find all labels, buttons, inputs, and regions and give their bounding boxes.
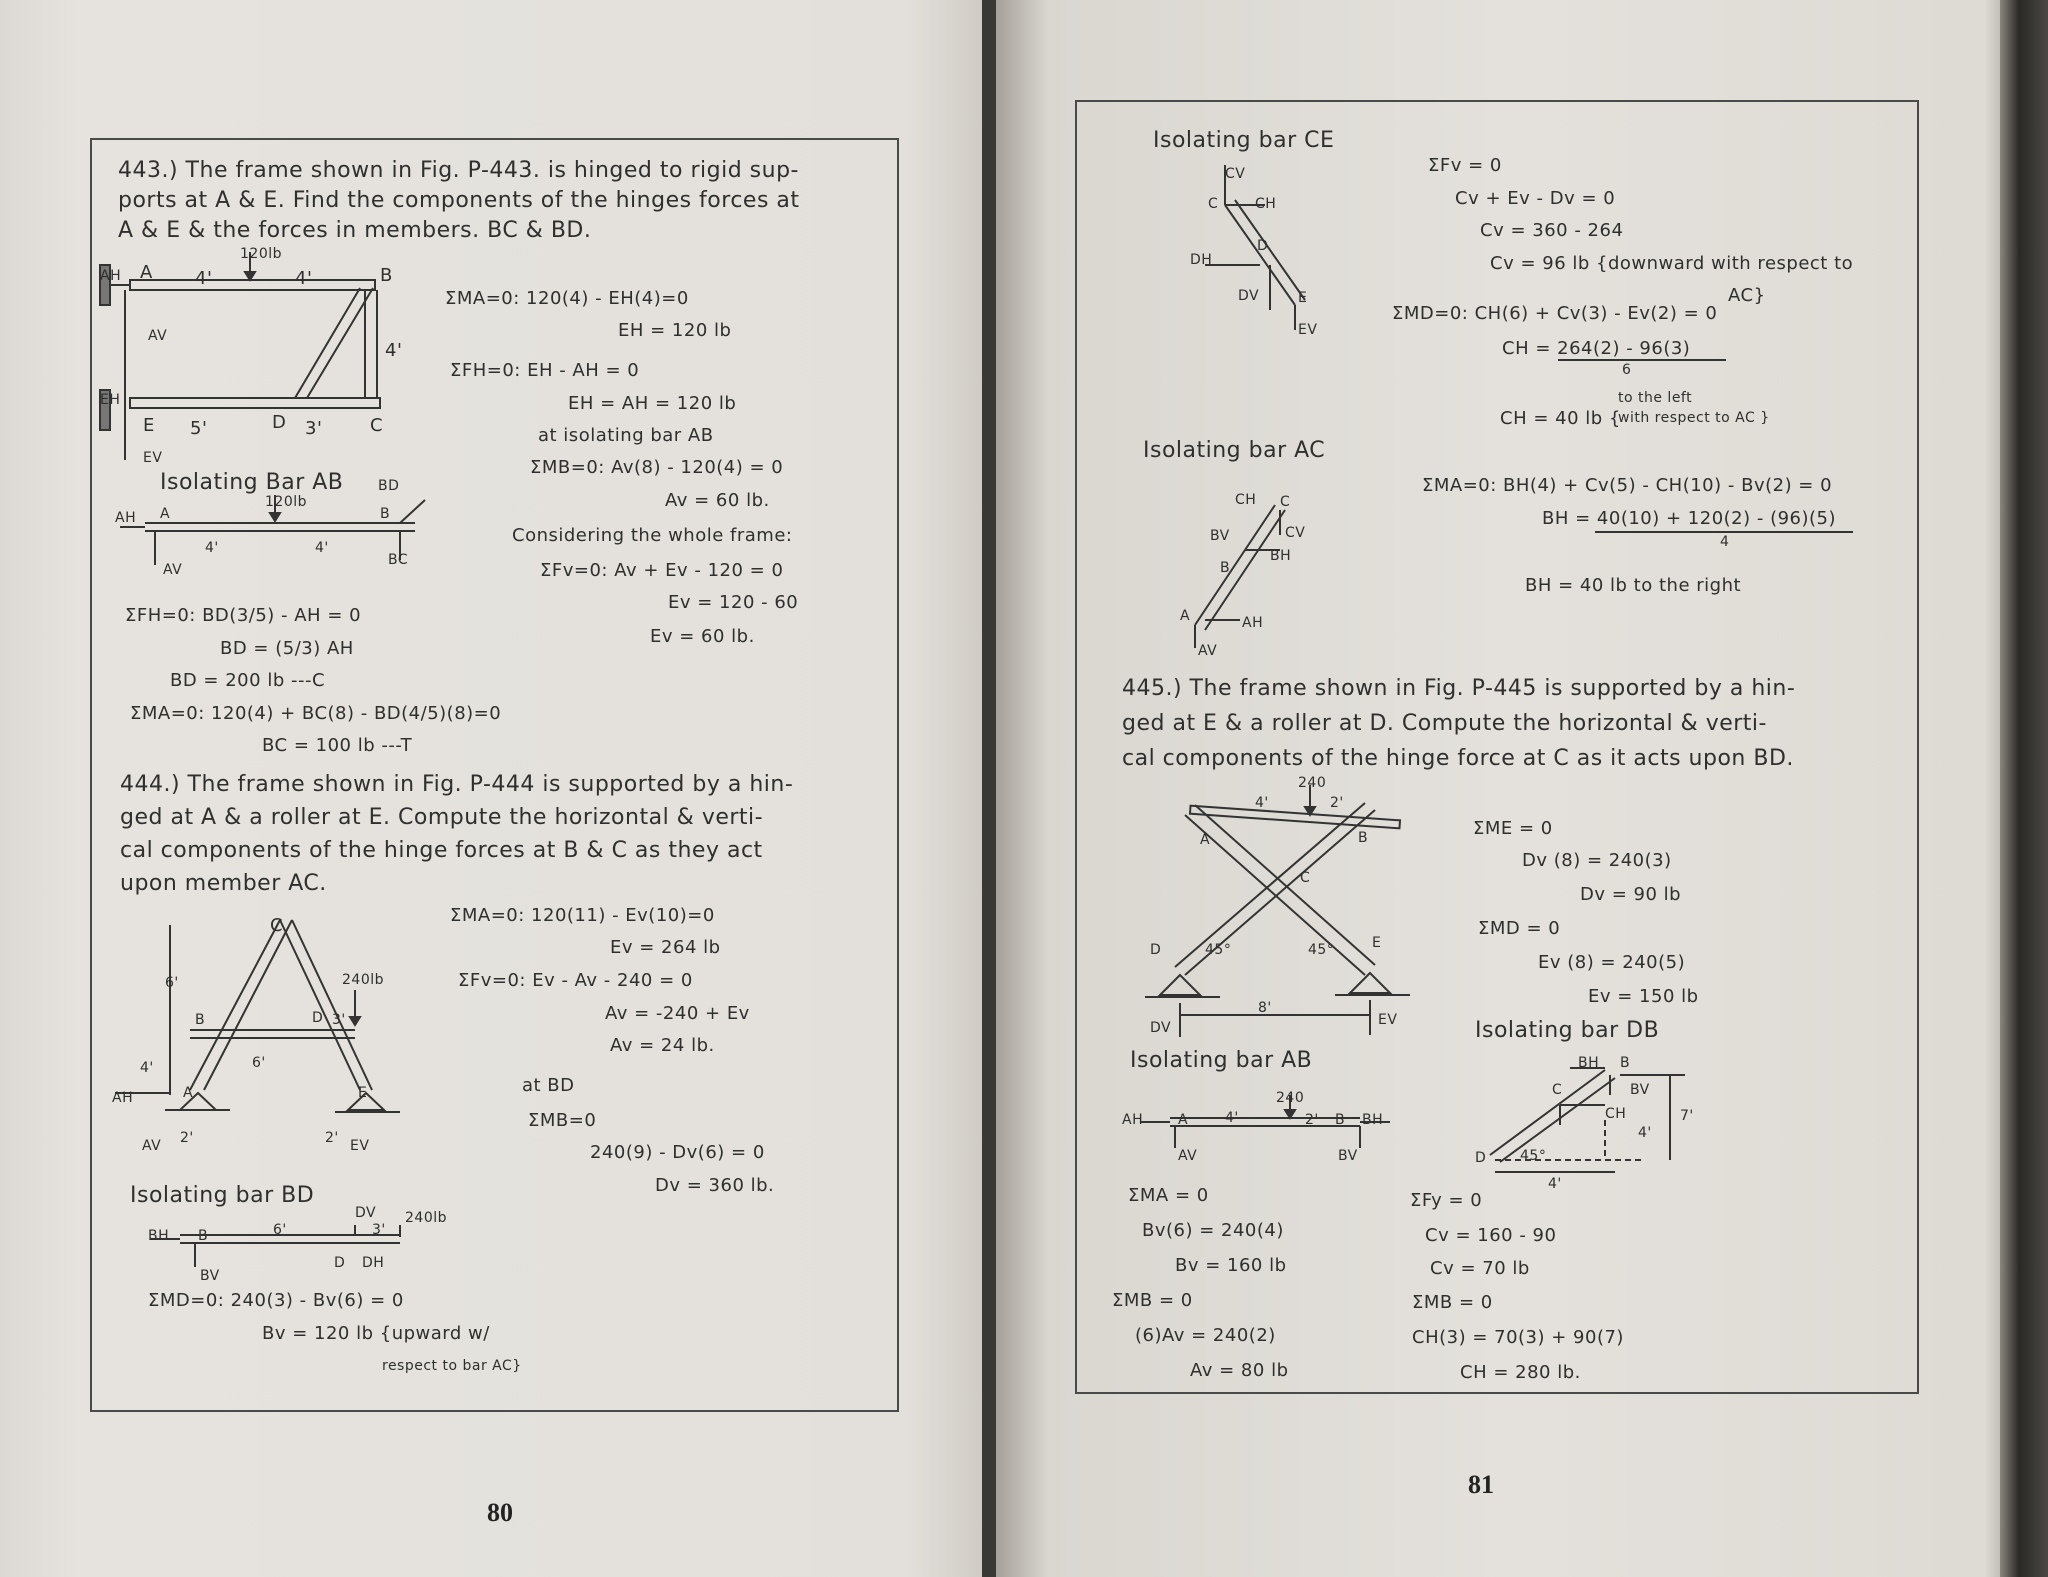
p444-iso-bd-bv: BV xyxy=(200,1268,220,1284)
p444-label-c: C xyxy=(270,915,284,936)
p444-label-ev: EV xyxy=(350,1138,370,1154)
p444-dim-2b: 2' xyxy=(325,1130,339,1146)
p443-dim-4b: 4' xyxy=(295,268,313,289)
p443-eq-11: Ev = 60 lb. xyxy=(650,626,755,647)
p445-iso-ab-b: B xyxy=(1335,1112,1346,1128)
p444-eq-2: Ev = 264 lb xyxy=(610,937,721,958)
p444-eq-7: ΣMB=0 xyxy=(528,1110,597,1131)
p445-iso-ab-ah: AH xyxy=(1122,1112,1144,1128)
ce-eq-4: Cv = 96 lb {downward with respect to xyxy=(1490,253,1854,274)
p444-dim-3: 3' xyxy=(332,1012,346,1028)
p445-eq-18: CH = 280 lb. xyxy=(1460,1362,1581,1383)
p443-iso-ab-d4b: 4' xyxy=(315,540,329,556)
p445-eq-6: Ev = 150 lb xyxy=(1588,986,1699,1007)
iso-ac-b: B xyxy=(1220,560,1231,576)
p443-eq-7: Av = 60 lb. xyxy=(665,490,770,511)
p445-eq-12: Av = 80 lb xyxy=(1190,1360,1289,1381)
p443-eq-13: BD = (5/3) AH xyxy=(220,638,354,659)
ce-eq-6: CH = 264(2) - 96(3) xyxy=(1502,338,1691,359)
iso-ce-dv: DV xyxy=(1238,288,1260,304)
iso-ce-c: C xyxy=(1208,196,1219,212)
p443-statement-line-2: ports at A & E. Find the components of the hinges forces at xyxy=(118,188,800,213)
p445-iso-ab-bv: BV xyxy=(1338,1148,1358,1164)
p443-label-ah: AH xyxy=(100,268,122,284)
p445-statement-line-2: ged at E & a roller at D. Compute the horizontal & verti- xyxy=(1122,711,1767,736)
p443-dim-4c: 4' xyxy=(385,340,403,361)
iso-ce-ch: CH xyxy=(1255,196,1277,212)
book-spine xyxy=(982,0,996,1577)
p445-iso-db-bv: BV xyxy=(1630,1082,1650,1098)
p445-iso-db-d: D xyxy=(1475,1150,1487,1166)
right-page-number: 81 xyxy=(1468,1470,1494,1499)
p444-label-d: D xyxy=(312,1010,324,1026)
iso-ac-av: AV xyxy=(1198,643,1218,659)
iso-ac-bv: BV xyxy=(1210,528,1230,544)
p443-eq-16: BC = 100 lb ---T xyxy=(262,735,413,756)
p445-label-d: D xyxy=(1150,942,1162,958)
p443-iso-ab-a: A xyxy=(160,506,171,522)
p443-iso-ab-d4a: 4' xyxy=(205,540,219,556)
p445-load-label: 240 xyxy=(1298,775,1327,791)
p444-dim-6h: 6' xyxy=(252,1055,266,1071)
p445-iso-db-d4v: 4' xyxy=(1638,1125,1652,1141)
p445-iso-db-b: B xyxy=(1620,1055,1631,1071)
p444-load-label: 240lb xyxy=(342,972,384,988)
p443-label-c: C xyxy=(370,415,384,436)
iso-ce-e: E xyxy=(1298,290,1308,306)
p445-iso-db-title: Isolating bar DB xyxy=(1475,1018,1660,1043)
p443-label-a: A xyxy=(140,262,153,283)
p445-iso-ab-d2: 2' xyxy=(1305,1112,1319,1128)
p445-label-b: B xyxy=(1358,830,1369,846)
p444-iso-bd-d3: 3' xyxy=(372,1222,386,1238)
iso-ac-bh: BH xyxy=(1270,548,1292,564)
p445-iso-db-c: C xyxy=(1552,1082,1563,1098)
ac-eq-2-den: 4 xyxy=(1720,534,1730,550)
p443-statement-line-3: A & E & the forces in members. BC & BD. xyxy=(118,218,592,243)
p444-statement-line-2: ged at A & a roller at E. Compute the horizontal & verti- xyxy=(120,805,764,830)
left-page-number: 80 xyxy=(487,1498,513,1527)
ce-eq-1: ΣFv = 0 xyxy=(1428,155,1502,176)
p445-statement-line-3: cal components of the hinge force at C as it acts upon BD. xyxy=(1122,746,1794,771)
p445-dim-8: 8' xyxy=(1258,1000,1272,1016)
p445-iso-db-ch: CH xyxy=(1605,1106,1627,1122)
p445-statement-line-1: 445.) The frame shown in Fig. P-445 is supported by a hin- xyxy=(1122,676,1796,701)
p445-iso-ab-a: A xyxy=(1178,1112,1189,1128)
p444-eq-1: ΣMA=0: 120(11) - Ev(10)=0 xyxy=(450,905,715,926)
p445-eq-1: ΣME = 0 xyxy=(1473,818,1553,839)
iso-ce-cv: CV xyxy=(1225,166,1246,182)
iso-ce-title: Isolating bar CE xyxy=(1153,128,1335,153)
p444-eq-6: at BD xyxy=(522,1075,575,1096)
p443-load-label: 120lb xyxy=(240,246,282,262)
p445-iso-ab-bh: BH xyxy=(1362,1112,1384,1128)
p445-eq-10: ΣMB = 0 xyxy=(1112,1290,1193,1311)
p444-eq-12: respect to bar AC} xyxy=(382,1358,522,1374)
p444-eq-4: Av = -240 + Ev xyxy=(605,1003,750,1024)
p444-eq-8: 240(9) - Dv(6) = 0 xyxy=(590,1142,765,1163)
p445-dim-2: 2' xyxy=(1330,795,1344,811)
p443-iso-ab-title: Isolating Bar AB xyxy=(160,470,344,495)
ac-eq-1: ΣMA=0: BH(4) + Cv(5) - CH(10) - Bv(2) = 0 xyxy=(1422,475,1833,496)
p443-eq-12: ΣFH=0: BD(3/5) - AH = 0 xyxy=(125,605,362,626)
p444-iso-bd-dv: DV xyxy=(355,1205,377,1221)
ce-eq-4b: AC} xyxy=(1728,285,1766,306)
ce-eq-6-fraction-bar xyxy=(1558,358,1728,362)
p443-eq-9: ΣFv=0: Av + Ev - 120 = 0 xyxy=(540,560,784,581)
p445-eq-7: ΣMA = 0 xyxy=(1128,1185,1209,1206)
p445-angle-45b: 45° xyxy=(1308,942,1335,958)
p444-dim-6v: 6' xyxy=(165,975,179,991)
p445-eq-16: ΣMB = 0 xyxy=(1412,1292,1493,1313)
p443-eq-4: EH = AH = 120 lb xyxy=(568,393,737,414)
p445-iso-db-d7: 7' xyxy=(1680,1108,1694,1124)
p444-iso-bd-title: Isolating bar BD xyxy=(130,1183,315,1208)
iso-ac-ah: AH xyxy=(1242,615,1264,631)
p444-iso-bd-bh: BH xyxy=(148,1228,170,1244)
p444-eq-10: ΣMD=0: 240(3) - Bv(6) = 0 xyxy=(148,1290,404,1311)
p443-dim-4a: 4' xyxy=(195,268,213,289)
p445-eq-13: ΣFy = 0 xyxy=(1410,1190,1483,1211)
p443-iso-ab-av: AV xyxy=(163,562,183,578)
p443-eq-14: BD = 200 lb ---C xyxy=(170,670,326,691)
p443-iso-ab-bc: BC xyxy=(388,552,409,568)
p444-eq-5: Av = 24 lb. xyxy=(610,1035,715,1056)
p443-dim-3: 3' xyxy=(305,418,323,439)
p443-eq-15: ΣMA=0: 120(4) + BC(8) - BD(4/5)(8)=0 xyxy=(130,703,502,724)
p444-label-b: B xyxy=(195,1012,206,1028)
ce-eq-7-bot: with respect to AC } xyxy=(1618,410,1770,426)
p443-label-b: B xyxy=(380,265,393,286)
p443-label-ev: EV xyxy=(143,450,163,466)
p445-label-ev: EV xyxy=(1378,1012,1398,1028)
iso-ce-ev: EV xyxy=(1298,322,1318,338)
p445-iso-db-figure xyxy=(1475,1060,1715,1180)
p444-dim-4v: 4' xyxy=(140,1060,154,1076)
iso-ac-c: C xyxy=(1280,494,1291,510)
ce-eq-5: ΣMD=0: CH(6) + Cv(3) - Ev(2) = 0 xyxy=(1392,303,1718,324)
p445-iso-ab-load: 240 xyxy=(1276,1090,1305,1106)
p443-eq-6: ΣMB=0: Av(8) - 120(4) = 0 xyxy=(530,457,784,478)
p445-label-e: E xyxy=(1372,935,1382,951)
p443-eq-5: at isolating bar AB xyxy=(538,425,714,446)
iso-ce-dh: DH xyxy=(1190,252,1213,268)
p445-eq-5: Ev (8) = 240(5) xyxy=(1538,952,1686,973)
p444-iso-bd-b: B xyxy=(198,1228,209,1244)
p443-eq-2: EH = 120 lb xyxy=(618,320,732,341)
ac-eq-3: BH = 40 lb to the right xyxy=(1525,575,1742,596)
p444-eq-3: ΣFv=0: Ev - Av - 240 = 0 xyxy=(458,970,693,991)
p445-eq-14: Cv = 160 - 90 xyxy=(1425,1225,1557,1246)
p443-iso-ab-bd: BD xyxy=(378,478,400,494)
iso-ac-ch: CH xyxy=(1235,492,1257,508)
p444-iso-bd-d6: 6' xyxy=(273,1222,287,1238)
p445-eq-3: Dv = 90 lb xyxy=(1580,884,1682,905)
p443-iso-ab-ah: AH xyxy=(115,510,137,526)
p443-dim-5: 5' xyxy=(190,418,208,439)
p444-iso-bd-d: D xyxy=(334,1255,346,1271)
p444-label-ah: AH xyxy=(112,1090,134,1106)
ce-eq-6-den: 6 xyxy=(1622,362,1632,378)
p445-eq-11: (6)Av = 240(2) xyxy=(1135,1325,1276,1346)
ce-eq-2: Cv + Ev - Dv = 0 xyxy=(1455,188,1616,209)
p444-eq-9: Dv = 360 lb. xyxy=(655,1175,775,1196)
iso-ac-a: A xyxy=(1180,608,1191,624)
p444-iso-bd-dh: DH xyxy=(362,1255,385,1271)
p443-eq-1: ΣMA=0: 120(4) - EH(4)=0 xyxy=(445,288,689,309)
p443-eq-10: Ev = 120 - 60 xyxy=(668,592,799,613)
p444-iso-bd-load: 240lb xyxy=(405,1210,447,1226)
p444-label-av: AV xyxy=(142,1138,162,1154)
p445-eq-4: ΣMD = 0 xyxy=(1478,918,1561,939)
p445-angle-45a: 45° xyxy=(1205,942,1232,958)
p445-iso-ab-av: AV xyxy=(1178,1148,1198,1164)
p445-iso-db-45: 45° xyxy=(1520,1148,1547,1164)
p443-statement-line-1: 443.) The frame shown in Fig. P-443. is hinged to rigid sup- xyxy=(118,158,799,183)
page-edge xyxy=(2000,0,2048,1577)
p443-label-e: E xyxy=(143,415,155,436)
p445-eq-8: Bv(6) = 240(4) xyxy=(1142,1220,1284,1241)
iso-ac-title: Isolating bar AC xyxy=(1143,438,1326,463)
p444-label-a: A xyxy=(183,1085,194,1101)
p443-label-av: AV xyxy=(148,328,168,344)
p444-dim-2a: 2' xyxy=(180,1130,194,1146)
iso-ce-d: D xyxy=(1257,238,1269,254)
ce-eq-3: Cv = 360 - 264 xyxy=(1480,220,1624,241)
p445-iso-ab-title: Isolating bar AB xyxy=(1130,1048,1313,1073)
p445-label-dv: DV xyxy=(1150,1020,1172,1036)
p444-frame-figure xyxy=(110,905,410,1145)
p445-eq-2: Dv (8) = 240(3) xyxy=(1522,850,1672,871)
p443-frame-figure xyxy=(95,250,425,470)
p445-eq-15: Cv = 70 lb xyxy=(1430,1258,1530,1279)
p445-iso-db-d4h: 4' xyxy=(1548,1176,1562,1192)
p444-statement-line-1: 444.) The frame shown in Fig. P-444 is supported by a hin- xyxy=(120,772,794,797)
p445-eq-17: CH(3) = 70(3) + 90(7) xyxy=(1412,1327,1624,1348)
p445-iso-ab-d4: 4' xyxy=(1225,1110,1239,1126)
iso-ac-cv: CV xyxy=(1285,525,1306,541)
p445-eq-9: Bv = 160 lb xyxy=(1175,1255,1287,1276)
ac-eq-2: BH = 40(10) + 120(2) - (96)(5) xyxy=(1542,508,1837,529)
p443-label-eh: EH xyxy=(100,392,121,408)
p445-dim-4: 4' xyxy=(1255,795,1269,811)
p445-label-a: A xyxy=(1200,832,1211,848)
p443-iso-ab-b: B xyxy=(380,506,391,522)
p443-iso-ab-load: 120lb xyxy=(265,494,307,510)
p444-label-e: E xyxy=(358,1085,368,1101)
p443-label-d: D xyxy=(272,412,287,433)
p443-eq-3: ΣFH=0: EH - AH = 0 xyxy=(450,360,640,381)
p443-eq-8: Considering the whole frame: xyxy=(512,525,793,546)
ce-eq-7: CH = 40 lb { xyxy=(1500,408,1621,429)
p444-eq-11: Bv = 120 lb {upward w/ xyxy=(262,1323,490,1344)
p444-statement-line-3: cal components of the hinge forces at B & C as they act xyxy=(120,838,763,863)
p444-statement-line-4: upon member AC. xyxy=(120,871,327,896)
p445-label-c: C xyxy=(1300,870,1311,886)
p445-iso-db-bh: BH xyxy=(1578,1055,1600,1071)
ce-eq-7-top: to the left xyxy=(1618,390,1693,406)
